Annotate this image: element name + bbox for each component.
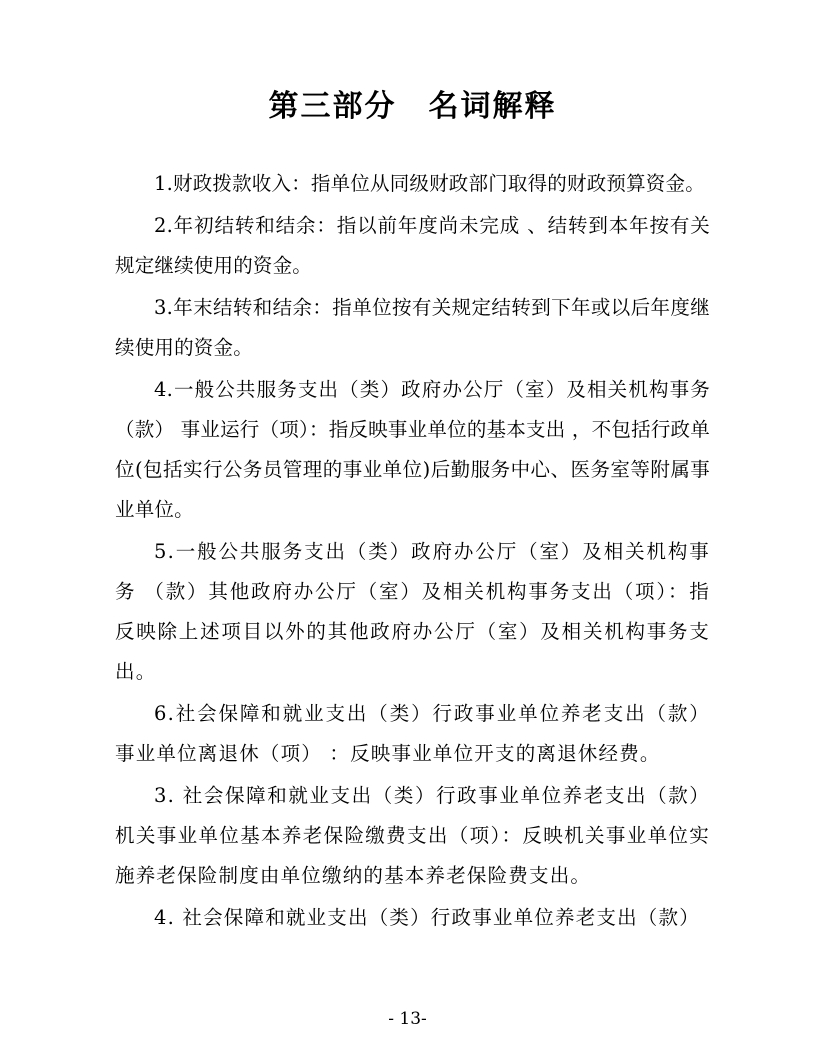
document-body	[115, 164, 710, 938]
paragraph: 2.年初结转和结余：指以前年度尚未完成 、结转到本年按有关规定继续使用的资金。	[115, 214, 710, 277]
paragraph: 6.社会保障和就业支出（类）行政事业单位养老支出（款）事业单位离退休（项） ：反映事业单位开支的离退休经费。	[115, 702, 710, 765]
paragraph: 3.年末结转和结余：指单位按有关规定结转到下年或以后年度继续使用的资金。	[115, 296, 710, 359]
page-title: 第三部分 名词解释	[268, 89, 557, 124]
paragraph: 3. 社会保障和就业支出（类）行政事业单位养老支出（款）机关事业单位基本养老保险缴费支出（项）：反映机关事业单位实施养老保险制度由单位缴纳的基本养老保险费支出。	[115, 784, 710, 887]
paragraph: 5.一般公共服务支出（类）政府办公厅（室）及相关机构事务 （款）其他政府办公厅（室）及相关机构事务支出（项）：指反映除上述项目以外的其他政府办公厅（室）及相关机构事务支出。	[115, 540, 710, 683]
paragraph: 4. 社会保障和就业支出（类）行政事业单位养老支出（款）	[154, 906, 700, 929]
page-number: - 13-	[388, 1009, 427, 1029]
paragraph: 4.一般公共服务支出（类）政府办公厅（室）及相关机构事务 （款） 事业运行（项）：指反映事业单位的基本支出 ，不包括行政单位(包括实行公务员管理的事业单位)后勤服务中心、医务室等附属事业单位。	[115, 378, 710, 521]
paragraph: 1.财政拨款收入：指单位从同级财政部门取得的财政预算资金。	[154, 172, 705, 195]
